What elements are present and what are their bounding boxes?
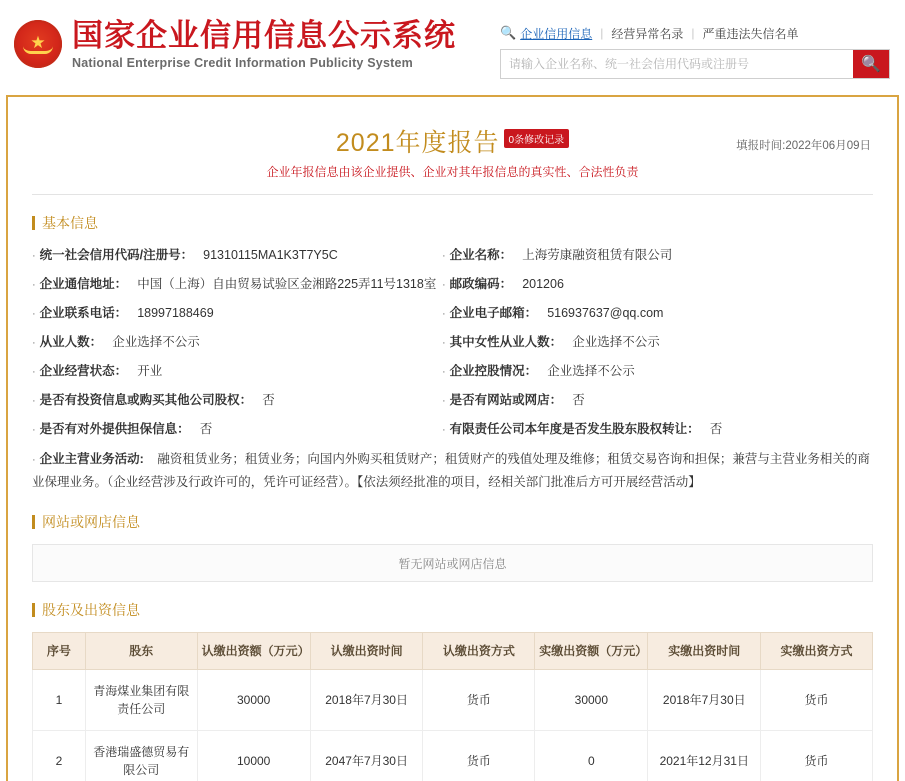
field-value: 91310115MA1K3T7Y5C xyxy=(203,248,338,262)
bullet-icon: · xyxy=(442,366,446,378)
col-header-subscribed-amount: 认缴出资额（万元） xyxy=(197,633,310,670)
cell-paid-date: 2021年12月31日 xyxy=(648,731,761,781)
field-value: 企业选择不公示 xyxy=(572,335,660,349)
site-title-en: National Enterprise Credit Information Publicity System xyxy=(72,56,413,71)
shareholders-table xyxy=(32,632,873,781)
bullet-icon: · xyxy=(32,308,36,320)
field-email xyxy=(442,303,873,321)
field-value: 201206 xyxy=(522,277,564,291)
field-label: 企业电子邮箱： xyxy=(449,306,538,320)
search-icon: 🔍 xyxy=(500,25,517,40)
report-subtitle: 企业年报信息由该企业提供、企业对其年报信息的真实性、合法性负责 xyxy=(266,165,639,179)
search-icon: 🔍 xyxy=(861,56,881,73)
col-header-index: 序号 xyxy=(33,633,86,670)
cell-subscribed-method: 货币 xyxy=(423,731,535,781)
field-label: 从业人数： xyxy=(39,335,103,349)
cell-paid-method: 货币 xyxy=(761,731,873,781)
bullet-icon: · xyxy=(442,250,446,262)
site-title-cn: 国家企业信用信息公示系统 xyxy=(72,17,456,53)
section-marker xyxy=(32,216,35,230)
field-label: 企业主营业务活动: xyxy=(39,452,144,466)
field-postcode xyxy=(442,274,873,292)
search-input[interactable] xyxy=(501,50,853,78)
field-employees xyxy=(32,332,442,350)
field-label: 统一社会信用代码/注册号： xyxy=(39,248,194,262)
cell-paid-method: 货币 xyxy=(761,670,873,731)
field-value: 否 xyxy=(572,393,585,407)
field-value: 融资租赁业务；租赁业务；向国内外购买租赁财产；租赁财产的残值处理及维修；租赁交易咨询和担保；兼营与主营业务相关的商业保理业务。（企业经营涉及行政许可的，凭许可证经营）。【依法须经批准的项目，经相关部门批准后方可开展经营活动】 xyxy=(32,452,870,490)
cell-subscribed-method: 货币 xyxy=(423,670,535,731)
field-status xyxy=(32,361,442,379)
search-bar[interactable] xyxy=(500,49,890,79)
bullet-icon: · xyxy=(32,424,36,436)
field-guarantee xyxy=(32,419,442,437)
field-value: 18997188469 xyxy=(137,306,214,320)
table-row xyxy=(33,731,873,781)
bullet-icon: · xyxy=(32,366,36,378)
cell-shareholder: 香港瑞盛德贸易有限公司 xyxy=(85,731,197,781)
gear-shape xyxy=(23,46,53,54)
nav-link-credit[interactable]: 企业信用信息 xyxy=(520,26,593,41)
field-value: 否 xyxy=(199,422,213,436)
bullet-icon: · xyxy=(442,395,446,407)
nav-link-illegal[interactable]: 严重违法失信名单 xyxy=(702,26,799,41)
cell-index: 2 xyxy=(33,731,86,781)
bullet-icon: · xyxy=(442,424,446,436)
col-header-paid-amount: 实缴出资额（万元） xyxy=(535,633,648,670)
cell-subscribed-amount: 10000 xyxy=(197,731,310,781)
table-row xyxy=(33,670,873,731)
cell-index: 1 xyxy=(33,670,86,731)
report-body xyxy=(8,97,897,781)
cell-paid-amount: 30000 xyxy=(535,670,648,731)
field-value: 企业选择不公示 xyxy=(547,364,635,378)
report-title: 2021年度报告 xyxy=(335,129,500,157)
bullet-icon: · xyxy=(442,308,446,320)
bullet-icon: · xyxy=(32,454,36,466)
field-value: 否 xyxy=(262,393,275,407)
website-empty-state: 暂无网站或网店信息 xyxy=(32,544,873,582)
section-title-basic xyxy=(32,213,873,233)
field-holding xyxy=(442,361,873,379)
section-marker xyxy=(32,603,35,617)
field-label: 企业名称： xyxy=(449,248,513,262)
field-label: 其中女性从业人数： xyxy=(449,335,563,349)
bullet-icon: · xyxy=(32,337,36,349)
section-label: 网站或网店信息 xyxy=(42,514,140,531)
field-label: 是否有对外提供担保信息： xyxy=(39,422,190,436)
table-header-row xyxy=(33,633,873,670)
col-header-subscribed-date: 认缴出资时间 xyxy=(310,633,423,670)
bullet-icon: · xyxy=(32,279,36,291)
header-right xyxy=(500,24,890,79)
nav-separator-1: | xyxy=(600,26,604,40)
national-emblem-icon xyxy=(14,20,62,68)
cell-paid-amount: 0 xyxy=(535,731,648,781)
bullet-icon: · xyxy=(442,279,446,291)
nav-link-abnormal[interactable]: 经营异常名录 xyxy=(611,26,684,41)
field-female-employees xyxy=(442,332,873,350)
cell-subscribed-date: 2047年7月30日 xyxy=(310,731,423,781)
field-value: 516937637@qq.com xyxy=(547,306,664,320)
col-header-subscribed-method: 认缴出资方式 xyxy=(423,633,535,670)
cell-shareholder: 青海煤业集团有限责任公司 xyxy=(85,670,197,731)
field-label: 是否有网站或网店： xyxy=(449,393,563,407)
field-value: 企业选择不公示 xyxy=(112,335,200,349)
bullet-icon: · xyxy=(32,395,36,407)
site-titles xyxy=(72,18,456,71)
field-company-name xyxy=(442,245,873,263)
bullet-icon: · xyxy=(32,250,36,262)
field-label: 企业经营状态： xyxy=(39,364,128,378)
col-header-shareholder: 股东 xyxy=(85,633,197,670)
col-header-paid-date: 实缴出资时间 xyxy=(648,633,761,670)
cell-paid-date: 2018年7月30日 xyxy=(648,670,761,731)
field-address xyxy=(32,274,442,292)
field-label: 企业通信地址： xyxy=(39,277,128,291)
col-header-paid-method: 实缴出资方式 xyxy=(761,633,873,670)
report-frame xyxy=(6,95,899,781)
field-label: 邮政编码： xyxy=(449,277,513,291)
field-label: 是否有投资信息或购买其他公司股权： xyxy=(39,393,253,407)
table-head xyxy=(33,633,873,670)
field-equity-transfer xyxy=(442,419,873,437)
table-body xyxy=(33,670,873,781)
field-investment xyxy=(32,390,442,408)
cell-subscribed-amount: 30000 xyxy=(197,670,310,731)
header-nav xyxy=(500,24,890,42)
section-label: 股东及出资信息 xyxy=(42,602,140,619)
bullet-icon: · xyxy=(442,337,446,349)
field-value: 否 xyxy=(709,422,723,436)
field-business-scope xyxy=(32,448,873,494)
star-glyph: ★ xyxy=(30,33,46,53)
basic-info-grid xyxy=(32,245,873,494)
modification-badge[interactable]: 0条修改记录 xyxy=(504,129,570,148)
section-title-website xyxy=(32,512,873,532)
header-divider xyxy=(32,194,873,195)
cell-subscribed-date: 2018年7月30日 xyxy=(310,670,423,731)
site-header xyxy=(0,0,905,88)
field-label: 企业控股情况： xyxy=(449,364,538,378)
field-value: 中国（上海）自由贸易试验区金湘路225弄11号1318室 xyxy=(137,277,437,291)
fill-time: 填报时间:2022年06月09日 xyxy=(736,140,871,152)
field-value: 开业 xyxy=(137,364,163,378)
field-credit-code xyxy=(32,245,442,263)
field-phone xyxy=(32,303,442,321)
search-button[interactable] xyxy=(853,50,889,78)
field-label: 企业联系电话： xyxy=(39,306,128,320)
nav-separator-2: | xyxy=(691,26,695,40)
report-header xyxy=(32,111,873,180)
section-label: 基本信息 xyxy=(42,215,98,231)
field-value: 上海劳康融资租赁有限公司 xyxy=(522,248,673,262)
field-label: 有限责任公司本年度是否发生股东股权转让： xyxy=(449,422,700,436)
section-title-shareholders xyxy=(32,600,873,620)
section-marker xyxy=(32,515,35,529)
field-website xyxy=(442,390,873,408)
